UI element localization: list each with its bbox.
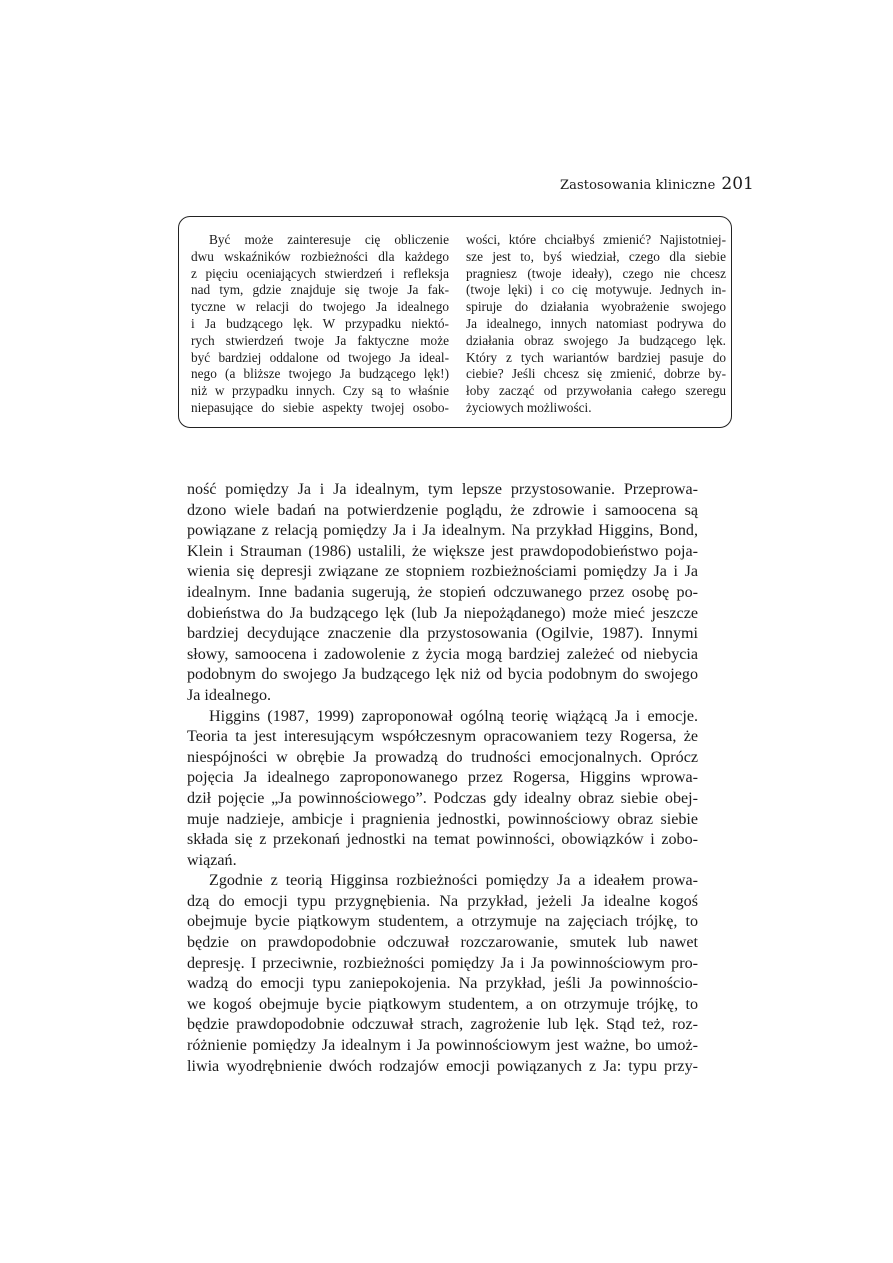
text-line: pojęcia Ja idealnego zaproponowanego przez Rogersa, Higgins wprowa- xyxy=(187,769,698,787)
box-line: nad tym, gdzie znajduje się twoje Ja fak- xyxy=(191,282,449,298)
page-number: 201 xyxy=(721,174,754,194)
text-line: powiązane z relacją pomiędzy Ja i Ja idealnym. Na przykład Higgins, Bond, xyxy=(187,522,698,540)
box-line: Być może zainteresuje cię obliczenie xyxy=(209,232,449,247)
paragraph-3 xyxy=(187,871,698,1077)
text-line: dził pojęcie „Ja powinnościowego”. Podczas gdy idealny obraz siebie obej- xyxy=(187,789,698,807)
text-line: wienia się depresji związane ze stopniem rozbieżnościami pomiędzy Ja i Ja xyxy=(187,563,698,581)
text-line: będzie prawdopodobnie odczuwał strach, zagrożenie lub lęk. Stąd też, roz- xyxy=(187,1016,698,1034)
paragraph-1 xyxy=(187,480,698,707)
box-line: działania obraz swojego Ja budzącego lęk. xyxy=(466,332,726,348)
section-title: Zastosowania kliniczne xyxy=(560,178,716,193)
text-line: podobnym do swojego Ja budzącego lęk niż od bycia podobnym do swojego xyxy=(187,666,698,684)
box-line: być bardziej oddalone od twojego Ja ideal- xyxy=(191,349,449,365)
box-line: nego (a bliższe twojego Ja budzącego lęk!) xyxy=(191,366,449,382)
text-line: depresję. I przeciwnie, rozbieżności pomiędzy Ja i Ja powinnościowym pro- xyxy=(187,954,698,972)
text-line: składa się z przekonań jednostki na temat powinności, obowiązków i zobo- xyxy=(187,831,698,849)
text-line: liwia wyodrębnienie dwóch rodzajów emocji powiązanych z Ja: typu przy- xyxy=(187,1057,698,1075)
box-line: łoby zacząć od przywołania całego szeregu xyxy=(466,383,726,399)
text-line: obejmuje bycie piątkowym studentem, a otrzymuje na zajęciach trójkę, to xyxy=(187,913,698,931)
text-line: bardziej decydujące znaczenie dla przystosowania (Ogilvie, 1987). Innymi xyxy=(187,625,698,643)
text-line: Teoria ta jest interesującym współczesnym opracowaniem tezy Rogersa, że xyxy=(187,728,698,746)
box-line: tyczne w relacji do twojego Ja idealnego xyxy=(191,299,449,315)
box-line: i Ja budzącego lęk. W przypadku niektó- xyxy=(191,315,449,331)
paragraph-2 xyxy=(187,707,698,872)
text-line: będzie on prawdopodobnie odczuwał rozczarowanie, smutek lub nawet xyxy=(187,934,698,952)
running-head xyxy=(560,174,754,194)
box-line: rych stwierdzeń twoje Ja faktyczne może xyxy=(191,332,449,348)
box-line: dwu wskaźników rozbieżności dla każdego xyxy=(191,248,449,264)
box-line: Ja idealnego, innych natomiast podrywa do xyxy=(466,315,726,331)
text-line: muje nadzieje, ambicje i pragnienia jednostki, powinnościowy obraz siebie xyxy=(187,810,698,828)
text-line: Higgins (1987, 1999) zaproponował ogólną teorię wiążącą Ja i emocje. xyxy=(209,707,698,725)
text-line: wadzą do emocji typu zaniepokojenia. Na przykład, jeśli Ja powinnościo- xyxy=(187,975,698,993)
text-line: dzą do emocji typu przygnębienia. Na przykład, jeżeli Ja idealne kogoś xyxy=(187,892,698,910)
box-right-column xyxy=(466,232,726,417)
box-line: niż w przypadku innych. Czy są to właśnie xyxy=(191,383,449,399)
box-line: życiowych możliwości. xyxy=(466,399,592,415)
box-line: spiruje do działania wyobrażenie swojego xyxy=(466,299,726,315)
box-line: (twoje lęki) i co cię motywuje. Jednych in- xyxy=(466,282,726,298)
text-line: niespójności w obrębie Ja prowadzą do trudności emocjonalnych. Oprócz xyxy=(187,748,698,766)
box-line: wości, które chciałbyś zmienić? Najistotniej- xyxy=(466,232,726,247)
text-line: wiązań. xyxy=(187,851,237,869)
text-line: różnienie pomiędzy Ja idealnym i Ja powinnościowym jest ważne, bo umoż- xyxy=(187,1037,698,1055)
text-line: dzono wiele badań na potwierdzenie poglądu, że zdrowie i samoocena są xyxy=(187,501,698,519)
box-line: niepasujące do siebie aspekty twojej osobo- xyxy=(191,399,449,415)
box-line: ciebie? Jeśli chcesz się zmienić, dobrze by- xyxy=(466,366,726,382)
sidebar-box xyxy=(178,216,732,428)
text-line: we kogoś obejmuje bycie piątkowym studentem, a on otrzymuje trójkę, to xyxy=(187,995,698,1013)
box-line: sze jest to, byś wiedział, czego dla siebie xyxy=(466,248,726,264)
text-line: słowy, samoocena i zadowolenie z życia mogą bardziej zależeć od niebycia xyxy=(187,645,698,663)
text-line: idealnym. Inne badania sugerują, że stopień odczuwanego przez osobę po- xyxy=(187,583,698,601)
text-line: Ja idealnego. xyxy=(187,686,272,704)
box-line: Który z tych wariantów bardziej pasuje do xyxy=(466,349,726,365)
body-text xyxy=(187,480,698,1077)
box-line: pragniesz (twoje ideały), czego nie chcesz xyxy=(466,265,726,281)
box-line: z pięciu oceniających stwierdzeń i refleksja xyxy=(191,265,449,281)
text-line: Zgodnie z teorią Higginsa rozbieżności pomiędzy Ja a ideałem prowa- xyxy=(209,872,698,890)
text-line: Klein i Strauman (1986) ustalili, że większe jest prawdopodobieństwo poja- xyxy=(187,542,698,560)
text-line: dobieństwa do Ja budzącego lęk (lub Ja niepożądanego) może mieć jeszcze xyxy=(187,604,698,622)
text-line: ność pomiędzy Ja i Ja idealnym, tym lepsze przystosowanie. Przeprowa- xyxy=(187,481,698,498)
box-left-column xyxy=(191,232,449,417)
